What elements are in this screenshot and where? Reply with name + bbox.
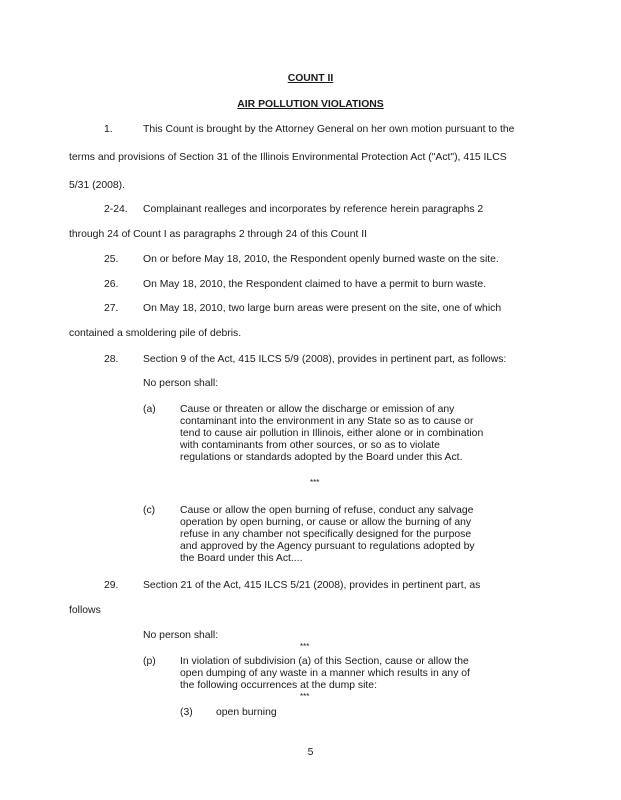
quote-intro: No person shall: xyxy=(143,378,219,389)
quote-line: with contaminants from other sources, or so as to violate xyxy=(180,440,440,451)
quote-line: open dumping of any waste in a manner which results in any of xyxy=(180,668,470,679)
ellipsis-stars: *** xyxy=(300,642,310,651)
paragraph-number: 2-24. xyxy=(104,204,128,215)
paragraph-text: On or before May 18, 2010, the Respondent openly burned waste on the site. xyxy=(143,254,499,265)
subsection-label: (c) xyxy=(143,505,156,516)
paragraph-text: On May 18, 2010, two large burn areas were present on the site, one of which xyxy=(143,303,502,314)
section-title: AIR POLLUTION VIOLATIONS xyxy=(237,99,384,110)
paragraph-number: 27. xyxy=(104,303,119,314)
quote-line: operation by open burning, or cause or allow the burning of any xyxy=(180,517,472,528)
quote-line: the following occurrences at the dump site: xyxy=(180,680,377,691)
page-number: 5 xyxy=(307,747,314,758)
paragraph-text: On May 18, 2010, the Respondent claimed to have a permit to burn waste. xyxy=(143,279,487,290)
ellipsis-stars: *** xyxy=(310,478,320,487)
quote-line: the Board under this Act.... xyxy=(180,553,303,564)
quote-line: regulations or standards adopted by the Board under this Act. xyxy=(180,452,463,463)
quote-intro: No person shall: xyxy=(143,630,219,641)
paragraph-number: 25. xyxy=(104,254,119,265)
paragraph-text: Section 21 of the Act, 415 ILCS 5/21 (2008), provides in pertinent part, as xyxy=(143,580,481,591)
paragraph-text: through 24 of Count I as paragraphs 2 through 24 of this Count II xyxy=(69,229,368,240)
paragraph-text: contained a smoldering pile of debris. xyxy=(69,328,242,339)
paragraph-text: terms and provisions of Section 31 of the Illinois Environmental Protection Act ("Act"), 415 ILCS xyxy=(69,152,507,163)
paragraph-number: 26. xyxy=(104,279,119,290)
paragraph-text: follows xyxy=(69,605,101,616)
paragraph-number: 28. xyxy=(104,354,119,365)
quote-line: In violation of subdivision (a) of this Section, cause or allow the xyxy=(180,656,469,667)
quote-line: Cause or threaten or allow the discharge or emission of any xyxy=(180,404,455,415)
paragraph-number: 1. xyxy=(104,124,113,135)
ellipsis-stars: *** xyxy=(300,692,310,701)
quote-line: Cause or allow the open burning of refuse, conduct any salvage xyxy=(180,505,474,516)
count-heading: COUNT II xyxy=(287,73,334,84)
paragraph-text: Section 9 of the Act, 415 ILCS 5/9 (2008), provides in pertinent part, as follows: xyxy=(143,354,507,365)
subsection-label: (a) xyxy=(143,404,156,415)
quote-line: and approved by the Agency pursuant to regulations adopted by xyxy=(180,541,475,552)
quote-line: refuse in any chamber not specifically designed for the purpose xyxy=(180,529,472,540)
quote-line: tend to cause air pollution in Illinois, either alone or in combination xyxy=(180,428,484,439)
paragraph-text: This Count is brought by the Attorney General on her own motion pursuant to the xyxy=(143,124,515,135)
subsection-label: (p) xyxy=(143,656,156,667)
quote-line: contaminant into the environment in any State so as to cause or xyxy=(180,416,474,427)
paragraph-text: 5/31 (2008). xyxy=(69,180,126,191)
paragraph-number: 29. xyxy=(104,580,119,591)
paragraph-text: Complainant realleges and incorporates by reference herein paragraphs 2 xyxy=(143,204,484,215)
quote-line: open burning xyxy=(216,707,277,718)
subsection-label: (3) xyxy=(180,707,193,718)
